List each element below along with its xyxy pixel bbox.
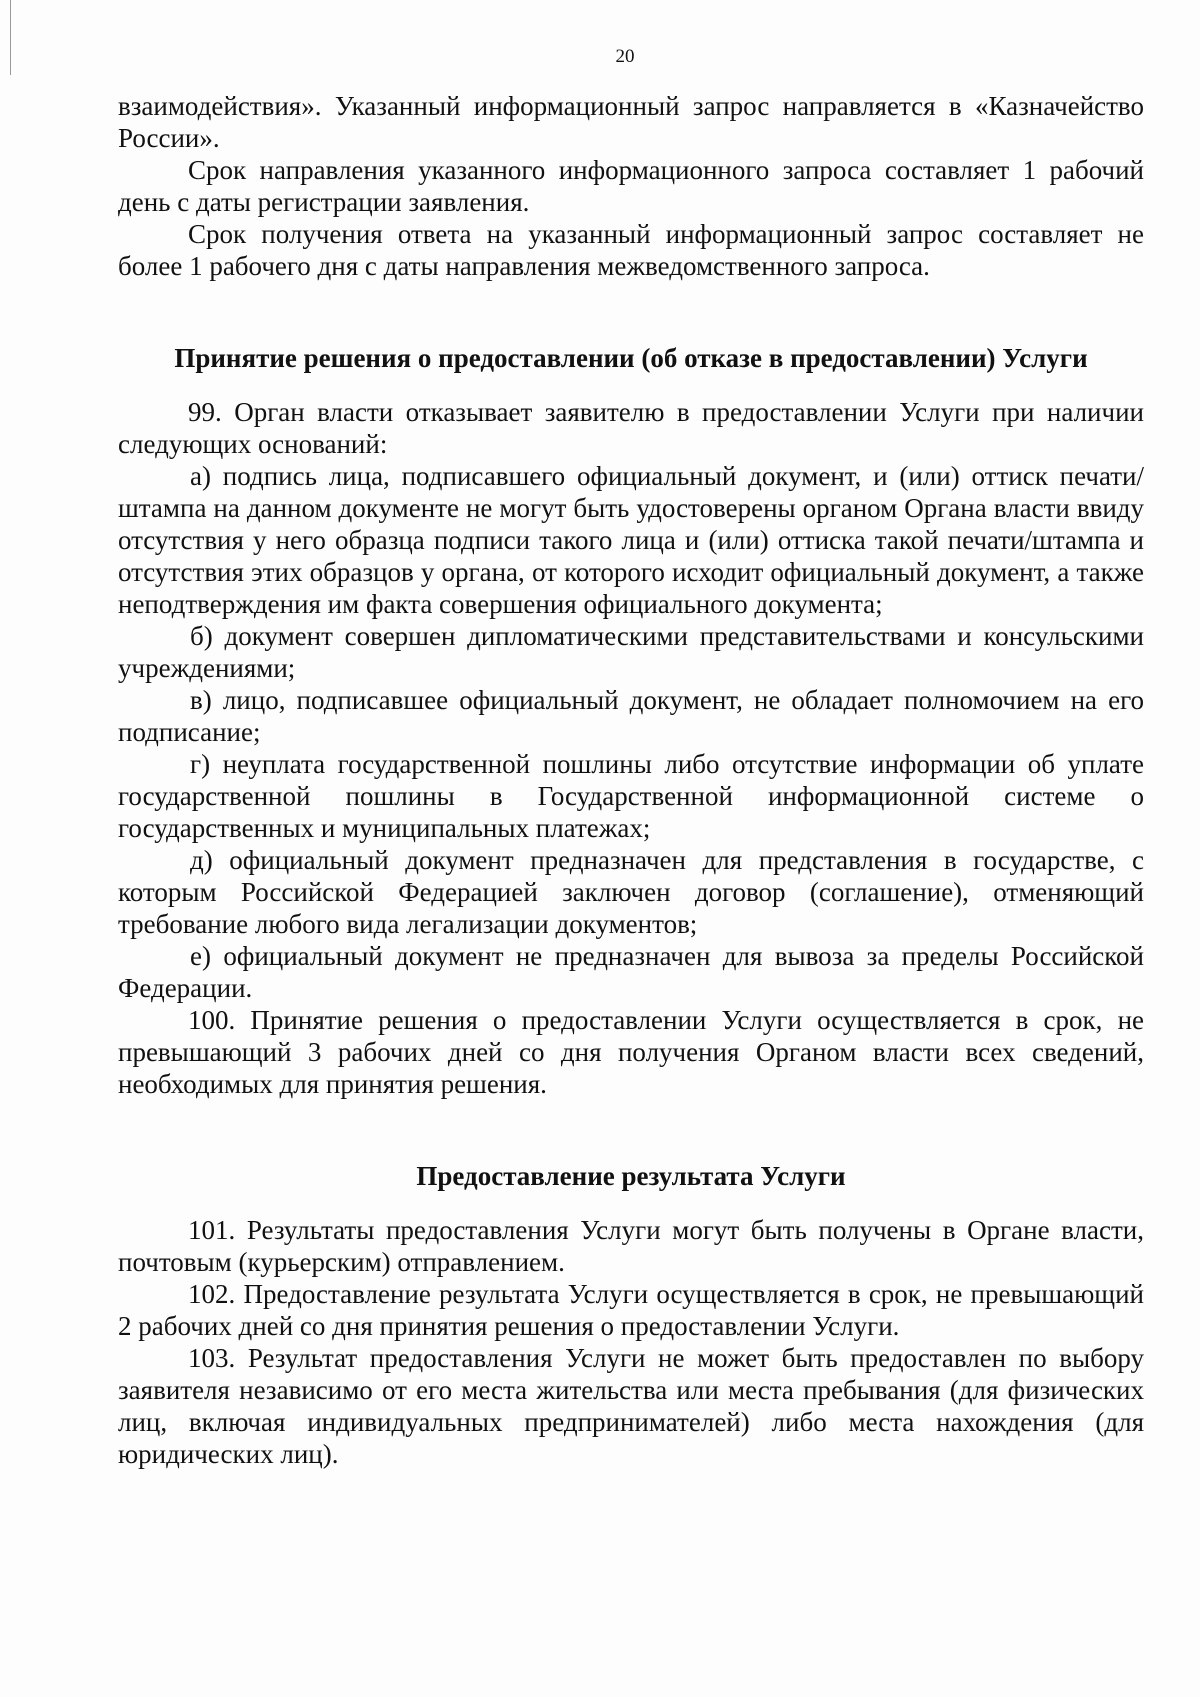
paragraph-101: 101. Результаты предоставления Услуги могут быть получены в Органе власти, почтовым (курьерским) отправлением. bbox=[118, 1215, 1144, 1277]
paragraph-100: 100. Принятие решения о предоставлении Услуги осуществляется в срок, не превышающий 3 рабочих дней со дня получения Органом власти всех сведений, необходимых для принятия решения. bbox=[118, 1005, 1144, 1099]
list-item-v: в) лицо, подписавшее официальный документ, не обладает полномочием на его подписание; bbox=[118, 685, 1144, 747]
document-body bbox=[118, 90, 1144, 1470]
paragraph-102: 102. Предоставление результата Услуги осуществляется в срок, не превышающий 2 рабочих дней со дня принятия решения о предоставлении Услуги. bbox=[118, 1279, 1144, 1341]
paragraph-103: 103. Результат предоставления Услуги не может быть предоставлен по выбору заявителя независимо от его места жительства или места пребывания (для физических лиц, включая индивидуальных предпринимателей) либо места нахождения (для юридических лиц). bbox=[118, 1343, 1144, 1469]
list-item-g: г) неуплата государственной пошлины либо отсутствие информации об уплате государственной пошлины в Государственной информационной системе о государственных и муниципальных платежах; bbox=[118, 749, 1144, 843]
section-heading-result: Предоставление результата Услуги bbox=[416, 1161, 846, 1191]
list-item-d: д) официальный документ предназначен для представления в государстве, с которым Российской Федерацией заключен договор (соглашение), отменяющий требование любого вида легализации документов; bbox=[118, 845, 1144, 939]
list-item-b: б) документ совершен дипломатическими представительствами и консульскими учреждениями; bbox=[118, 621, 1144, 683]
paragraph-99: 99. Орган власти отказывает заявителю в предоставлении Услуги при наличии следующих оснований: bbox=[118, 397, 1144, 459]
paragraph-request-deadline: Срок направления указанного информационного запроса составляет 1 рабочий день с даты регистрации заявления. bbox=[118, 155, 1144, 217]
list-item-e: е) официальный документ не предназначен для вывоза за пределы Российской Федерации. bbox=[118, 941, 1144, 1003]
page-number: 20 bbox=[615, 46, 635, 67]
paragraph-continuation: взаимодействия». Указанный информационный запрос направляется в «Казначейство России». bbox=[118, 91, 1144, 153]
paragraph-response-deadline: Срок получения ответа на указанный информационный запрос составляет не более 1 рабочего дня с даты направления межведомственного запроса. bbox=[118, 219, 1144, 281]
section-heading-decision: Принятие решения о предоставлении (об отказе в предоставлении) Услуги bbox=[174, 343, 1088, 373]
list-item-a: а) подпись лица, подписавшего официальный документ, и (или) оттиск печати/штампа на данном документе не могут быть удостоверены органом Органа власти ввиду отсутствия у него образца подписи такого лица и (или) оттиска такой печати/штампа и отсутствия этих образцов у органа, от которого исходит официальный документ, а также неподтверждения им факта совершения официального документа; bbox=[118, 461, 1144, 619]
